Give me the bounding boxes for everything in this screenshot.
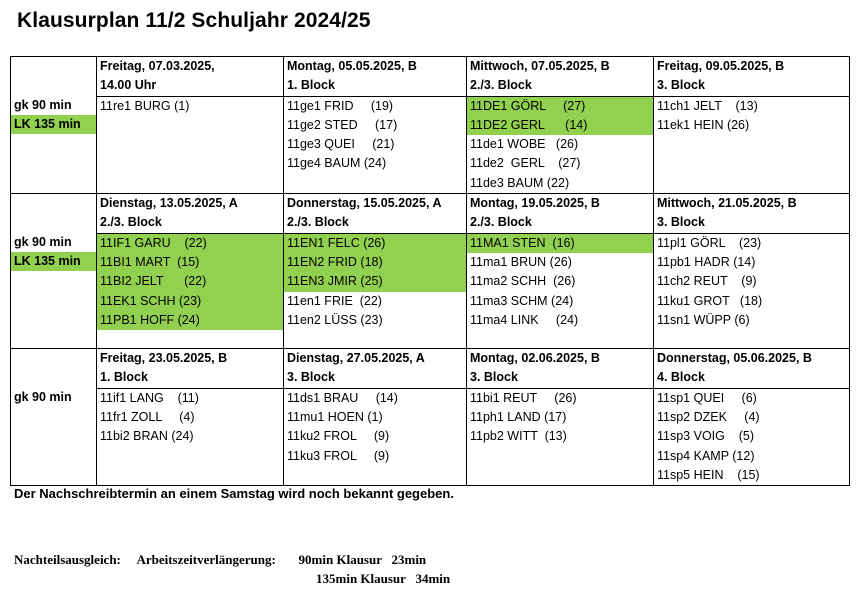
compensation-135min: 135min Klausur 34min [316, 571, 451, 586]
schedule-block-row [11, 194, 850, 349]
compensation-label: Nachteilsausgleich: [14, 552, 121, 567]
lk-course-entry: 11IF1 GARU (22) [97, 234, 283, 253]
exam-day-cell [467, 57, 654, 194]
gk-course-entry: 11sp2 DZEK (4) [657, 409, 760, 424]
exam-date: Mittwoch, 21.05.2025, B [657, 196, 797, 211]
lk-duration-label: LK 135 min [11, 115, 96, 134]
exam-day-header [654, 57, 849, 97]
exam-date: Dienstag, 13.05.2025, A [100, 196, 238, 211]
exam-block: 3. Block [657, 215, 705, 230]
gk-course-entry: 11sn1 WÜPP (6) [657, 312, 750, 327]
gk-course-entry: 11sp4 KAMP (12) [657, 448, 755, 463]
gk-course-entry: 11ma4 LINK (24) [470, 312, 579, 327]
gk-course-entry: 11sp5 HEIN (15) [657, 467, 760, 482]
gk-course-entry: 11bi1 REUT (26) [470, 390, 577, 405]
exam-block: 2./3. Block [287, 215, 349, 230]
exam-date: Montag, 05.05.2025, B [287, 59, 417, 73]
schedule-block-row [11, 57, 850, 194]
gk-course-entry: 11sp3 VOIG (5) [657, 429, 755, 444]
gk-course-entry: 11ku1 GROT (18) [657, 293, 763, 308]
gk-course-entry: 11sp1 QUEI (6) [657, 390, 757, 405]
exam-block: 2./3. Block [100, 215, 162, 230]
exam-date: Dienstag, 27.05.2025, A [287, 351, 425, 366]
exam-schedule-table [10, 56, 850, 486]
exam-day-cell [654, 349, 850, 486]
course-level-cell [11, 194, 97, 349]
gk-course-entry: 11ma3 SCHM (24) [470, 293, 574, 308]
exam-day-header [97, 57, 283, 97]
lk-duration-label: LK 135 min [11, 252, 96, 271]
lk-course-entry: 11BI1 MART (15) [97, 253, 283, 272]
disadvantage-compensation [14, 550, 451, 586]
exam-day-cell [97, 194, 284, 349]
page-title: Klausurplan 11/2 Schuljahr 2024/25 [17, 9, 371, 32]
gk-course-entry: 11if1 LANG (11) [100, 390, 199, 405]
gk-course-entry: 11de3 BAUM (22) [470, 175, 570, 190]
exam-day-cell [284, 194, 467, 349]
gk-course-entry: 11ph1 LAND (17) [470, 409, 567, 424]
gk-course-entry: 11en2 LÜSS (23) [287, 312, 383, 327]
gk-course-entry: 11mu1 HOEN (1) [287, 409, 383, 424]
exam-day-header [467, 349, 653, 389]
lk-course-entry: 11DE1 GÖRL (27) [467, 97, 653, 116]
gk-duration-label: gk 90 min [14, 97, 72, 112]
exam-day-cell [97, 349, 284, 486]
exam-block: 4. Block [657, 370, 705, 385]
exam-block: 2./3. Block [470, 78, 532, 93]
exam-block: 1. Block [100, 370, 148, 385]
gk-course-entry: 11ku2 FROL (9) [287, 429, 390, 444]
exam-block: 2./3. Block [470, 215, 532, 230]
lk-course-entry: 11EN1 FELC (26) [284, 234, 466, 253]
gk-course-entry: 11pl1 GÖRL (23) [657, 235, 762, 250]
course-level-cell [11, 57, 97, 194]
lk-course-entry: 11EK1 SCHH (23) [97, 292, 283, 311]
exam-block: 3. Block [287, 370, 335, 385]
lk-course-entry: 11EN2 FRID (18) [284, 253, 466, 272]
gk-course-entry: 11ds1 BRAU (14) [287, 390, 398, 405]
lk-course-entry: 11DE2 GERL (14) [467, 116, 653, 135]
exam-date: Freitag, 07.03.2025, [100, 59, 215, 73]
course-level-cell [11, 349, 97, 486]
gk-duration-label: gk 90 min [14, 389, 72, 404]
lk-course-entry: 11MA1 STEN (16) [467, 234, 653, 253]
gk-course-entry: 11ma1 BRUN (26) [470, 254, 572, 269]
exam-date: Freitag, 09.05.2025, B [657, 59, 785, 73]
makeup-exam-note: Der Nachschreibtermin an einem Samstag wird noch bekannt gegeben. [14, 486, 454, 501]
exam-day-header [467, 194, 653, 234]
exam-day-header [284, 194, 466, 234]
exam-date: Montag, 19.05.2025, B [470, 196, 600, 211]
schedule-block-row [11, 349, 850, 486]
gk-course-entry: 11pb1 HADR (14) [657, 254, 756, 269]
exam-day-cell [654, 57, 850, 194]
gk-course-entry: 11ge3 QUEI (21) [287, 137, 395, 152]
compensation-90min: 90min Klausur 23min [298, 552, 427, 567]
exam-day-header [467, 57, 653, 97]
exam-day-cell [467, 349, 654, 486]
lk-course-entry: 11PB1 HOFF (24) [97, 311, 283, 330]
gk-course-entry: 11re1 BURG (1) [100, 98, 190, 113]
compensation-subject: Arbeitszeitverlängerung: [136, 552, 276, 567]
gk-course-entry: 11ge1 FRID (19) [287, 98, 394, 113]
exam-day-header [97, 349, 283, 389]
exam-day-header [654, 349, 849, 389]
gk-course-entry: 11ku3 FROL (9) [287, 448, 390, 463]
exam-date: Freitag, 23.05.2025, B [100, 351, 228, 366]
gk-course-entry: 11ch1 JELT (13) [657, 98, 758, 113]
gk-course-entry: 11ge4 BAUM (24) [287, 156, 387, 171]
exam-date: Montag, 02.06.2025, B [470, 351, 600, 366]
exam-block: 3. Block [657, 78, 705, 93]
exam-day-cell [97, 57, 284, 194]
exam-day-header [284, 57, 466, 97]
lk-course-entry: 11EN3 JMIR (25) [284, 272, 466, 291]
gk-course-entry: 11ma2 SCHH (26) [470, 274, 576, 289]
exam-day-cell [467, 194, 654, 349]
gk-course-entry: 11fr1 ZOLL (4) [100, 409, 195, 424]
exam-date: Mittwoch, 07.05.2025, B [470, 59, 610, 73]
exam-day-header [654, 194, 849, 234]
gk-duration-label: gk 90 min [14, 234, 72, 249]
exam-day-header [97, 194, 283, 234]
gk-course-entry: 11de2 GERL (27) [470, 156, 581, 171]
exam-day-cell [284, 349, 467, 486]
exam-date: Donnerstag, 15.05.2025, A [287, 196, 442, 211]
gk-course-entry: 11pb2 WITT (13) [470, 429, 567, 444]
lk-course-entry: 11BI2 JELT (22) [97, 272, 283, 291]
gk-course-entry: 11ek1 HEIN (26) [657, 117, 750, 132]
exam-day-cell [284, 57, 467, 194]
exam-day-header [284, 349, 466, 389]
gk-course-entry: 11de1 WOBE (26) [470, 137, 579, 152]
exam-day-cell [654, 194, 850, 349]
exam-block: 14.00 Uhr [100, 78, 157, 93]
exam-block: 1. Block [287, 78, 335, 93]
gk-course-entry: 11ch2 REUT (9) [657, 274, 757, 289]
gk-course-entry: 11en1 FRIE (22) [287, 293, 382, 308]
exam-block: 3. Block [470, 370, 518, 385]
gk-course-entry: 11ge2 STED (17) [287, 117, 398, 132]
exam-date: Donnerstag, 05.06.2025, B [657, 351, 812, 366]
gk-course-entry: 11bi2 BRAN (24) [100, 429, 194, 444]
